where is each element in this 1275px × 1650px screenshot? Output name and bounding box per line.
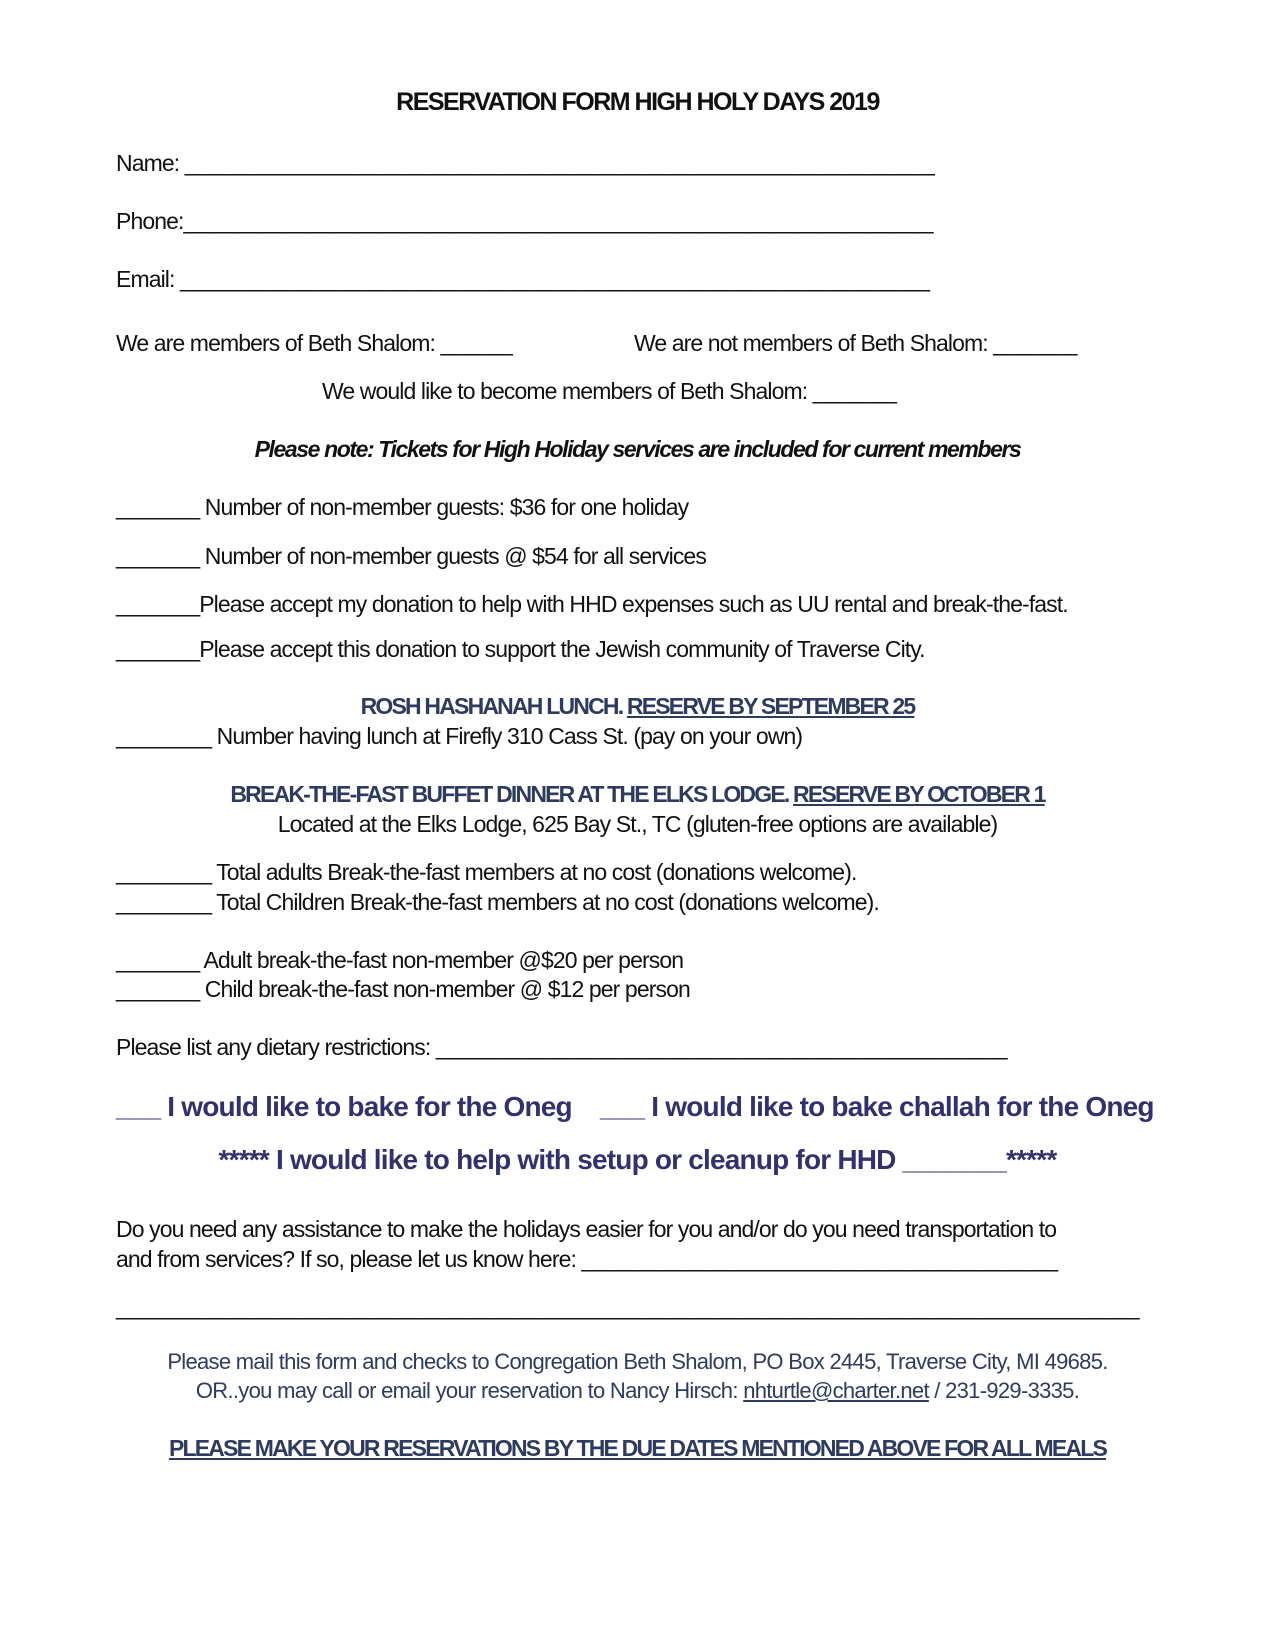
members-note: Please note: Tickets for High Holiday services are included for current members: [254, 436, 1021, 462]
donation-community-field[interactable]: _______Please accept this donation to support the Jewish community of Traverse City.: [116, 636, 925, 662]
contact-phone: / 231-929-3335.: [934, 1378, 1080, 1403]
nonmember-all-services-field[interactable]: _______ Number of non-member guests @ $54 for all services: [116, 543, 706, 569]
rosh-hashanah-heading: [0, 693, 1275, 720]
mail-instructions: Please mail this form and checks to Congregation Beth Shalom, PO Box 2445, Traverse City, MI 49685.: [167, 1349, 1108, 1374]
break-fast-title: BREAK-THE-FAST BUFFET DINNER AT THE ELKS LODGE.: [230, 781, 789, 807]
become-members-field[interactable]: We would like to become members of Beth Shalom: _______: [322, 378, 896, 404]
email-field[interactable]: Email: _______________________________________________________________: [116, 266, 930, 292]
break-fast-deadline: RESERVE BY OCTOBER 1: [793, 781, 1045, 807]
break-fast-location: Located at the Elks Lodge, 625 Bay St., TC (gluten-free options are available): [277, 811, 998, 837]
contact-prefix: OR..you may call or email your reservation to Nancy Hirsch:: [195, 1378, 738, 1403]
break-fast-heading: [0, 781, 1275, 808]
child-nonmember-field[interactable]: _______ Child break-the-fast non-member @ $12 per person: [116, 976, 690, 1002]
contact-email-link[interactable]: nhturtle@charter.net: [743, 1378, 929, 1403]
adult-nonmember-field[interactable]: _______ Adult break-the-fast non-member @$20 per person: [116, 947, 684, 973]
assistance-question: Do you need any assistance to make the holidays easier for you and/or do you need transportation to: [116, 1216, 1057, 1242]
phone-field[interactable]: Phone:_______________________________________________________________: [116, 208, 933, 234]
assistance-field[interactable]: and from services? If so, please let us know here: ________________________________________: [116, 1246, 1058, 1272]
members-field[interactable]: We are members of Beth Shalom: ______: [116, 330, 512, 356]
not-members-field[interactable]: We are not members of Beth Shalom: _______: [634, 330, 1077, 356]
lunch-count-field[interactable]: ________ Number having lunch at Firefly 310 Cass St. (pay on your own): [116, 723, 803, 749]
reservation-reminder: PLEASE MAKE YOUR RESERVATIONS BY THE DUE DATES MENTIONED ABOVE FOR ALL MEALS: [168, 1435, 1107, 1461]
rosh-hashanah-title: ROSH HASHANAH LUNCH.: [360, 693, 623, 719]
nonmember-one-holiday-field[interactable]: _______ Number of non-member guests: $36 for one holiday: [116, 494, 689, 520]
name-field[interactable]: Name: _______________________________________________________________: [116, 150, 934, 176]
assistance-extra-line[interactable]: ______________________________________________________________________________________: [116, 1294, 1139, 1320]
contact-instructions: [0, 1378, 1275, 1404]
dietary-field[interactable]: Please list any dietary restrictions: ________________________________________________: [116, 1034, 1007, 1060]
bake-oneg-option[interactable]: ___ I would like to bake for the Oneg: [116, 1091, 572, 1122]
children-members-field[interactable]: ________ Total Children Break-the-fast members at no cost (donations welcome).: [116, 889, 879, 915]
donation-hhd-field[interactable]: _______Please accept my donation to help with HHD expenses such as UU rental and break-the-fast.: [116, 591, 1068, 617]
adults-members-field[interactable]: ________ Total adults Break-the-fast members at no cost (donations welcome).: [116, 859, 857, 885]
setup-cleanup-option[interactable]: ***** I would like to help with setup or cleanup for HHD _______*****: [218, 1144, 1057, 1175]
rosh-hashanah-deadline: RESERVE BY SEPTEMBER 25: [626, 693, 915, 719]
page-title: RESERVATION FORM HIGH HOLY DAYS 2019: [396, 88, 879, 116]
bake-challah-option[interactable]: ___ I would like to bake challah for the Oneg: [600, 1091, 1154, 1122]
